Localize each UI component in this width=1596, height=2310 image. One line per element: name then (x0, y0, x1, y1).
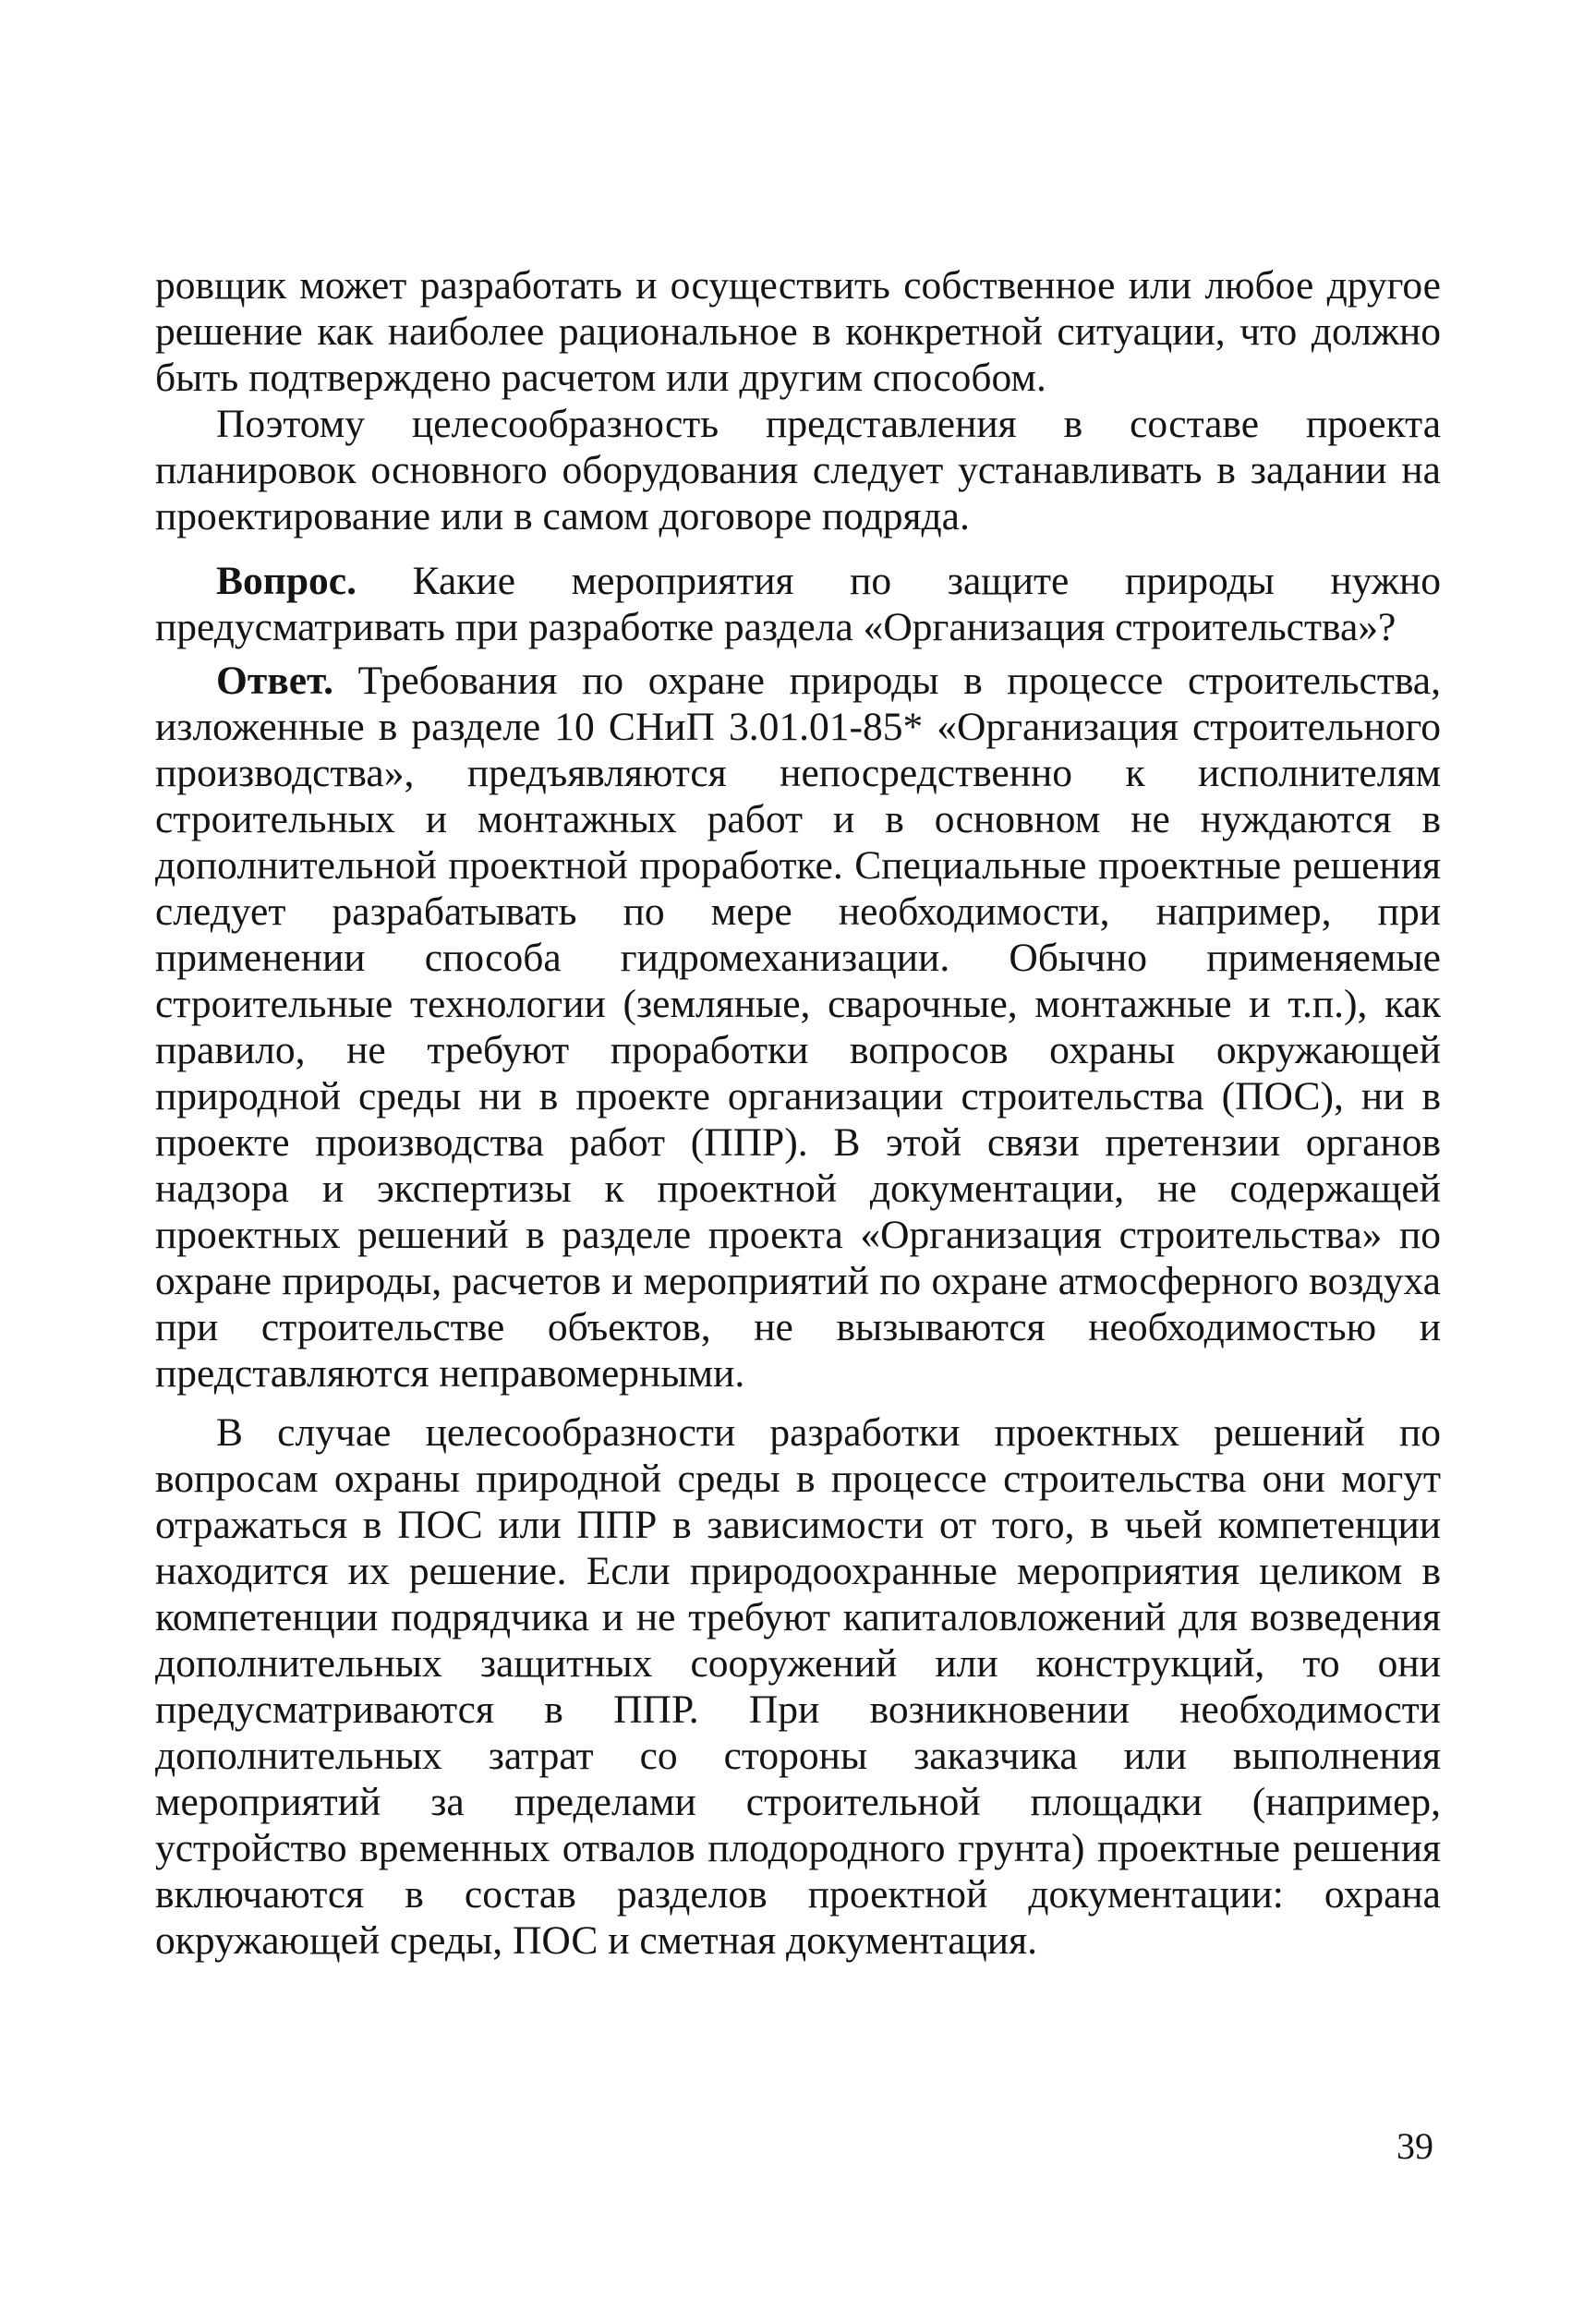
paragraph-question (155, 558, 1441, 650)
paragraph-expediency (155, 1409, 1441, 1964)
paragraph-text: В случае целесообразности разработки проектных решений по вопросам охраны природной среды в процессе строительства они могут отражаться в ПОС или ППР в зависимости от того, в чьей компетенции находится их решение. Если природоохранные мероприятия целиком в компетенции подрядчика и не требуют капиталовложений для возведения дополнительных защитных сооружений или конструкций, то они предусматриваются в ППР. При возникновении необходимости дополнительных затрат со стороны заказчика или выполнения мероприятий за пределами строительной площадки (например, устройство временных отвалов плодородного грунта) проектные решения включаются в состав разделов проектной документации: охрана окружающей среды, ПОС и сметная документация. (155, 1410, 1441, 1963)
paragraph-text: Поэтому целесообразность представления в составе проекта планировок основного оборудования следует устанавливать в задании на проектирование или в самом договоре подряда. (155, 402, 1441, 538)
body-text (155, 262, 1441, 1964)
paragraph-continuation (155, 262, 1441, 401)
question-label: Вопрос. (216, 559, 357, 603)
paragraph-answer (155, 658, 1441, 1397)
page-number: 39 (1396, 2125, 1433, 2167)
answer-text: Требования по охране природы в процессе строительства, изложенные в разделе 10 СНиП 3.01.01-85* «Организация строительного производства», предъявляются непосредственно к исполнителям строительных и монтажных работ и в основном не нуждаются в дополнительной проектной проработке. Специальные проектные решения следует разрабатывать по мере необходимости, например, при применении способа гидромеханизации. Обычно применяемые строительные технологии (земляные, сварочные, монтажные и т.п.), как правило, не требуют проработки вопросов охраны окружающей природной среды ни в проекте организации строительства (ПОС), ни в проекте производства работ (ППР). В этой связи претензии органов надзора и экспертизы к проектной документации, не содержащей проектных решений в разделе проекта «Организация строительства» по охране природы, расчетов и мероприятий по охране атмосферного воздуха при строительстве объектов, не вызываются необходимостью и представляются неправомерными. (155, 659, 1441, 1396)
paragraph-text: ровщик может разработать и осуществить собственное или любое другое решение как наиболее рациональное в конкретной ситуации, что должно быть подтверждено расчетом или другим способом. (155, 263, 1441, 400)
answer-label: Ответ. (216, 659, 333, 703)
paragraph-planning-note (155, 401, 1441, 539)
question-text: Какие мероприятия по защите природы нужно предусматривать при разработке раздела «Организация строительства»? (155, 559, 1441, 649)
